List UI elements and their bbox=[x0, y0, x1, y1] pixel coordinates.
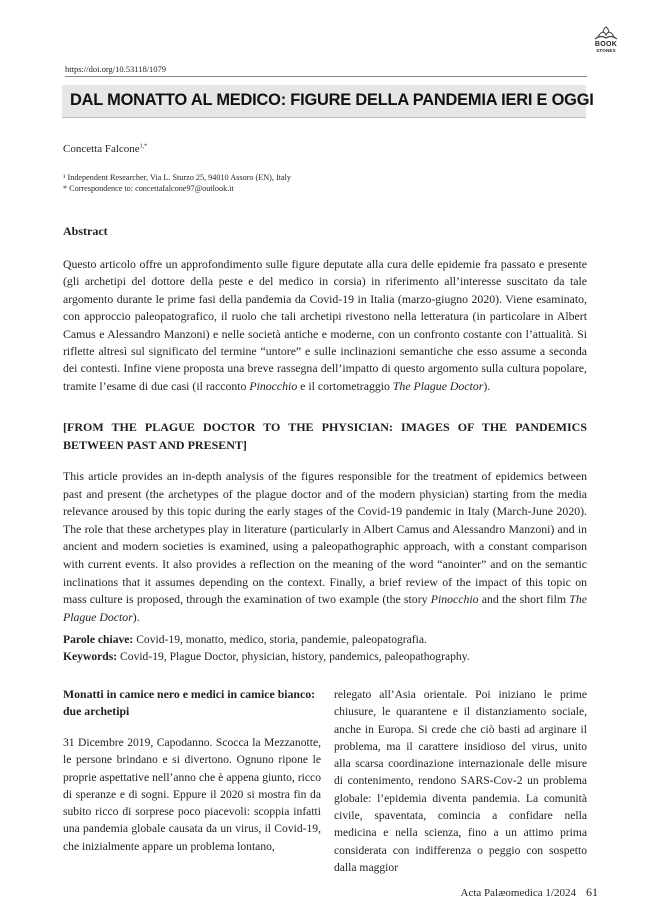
author bbox=[63, 143, 147, 155]
english-title: [FROM THE PLAGUE DOCTOR TO THE PHYSICIAN: IMAGES OF THE PANDEMICS BETWEEN PAST AND PRESENT] bbox=[63, 420, 587, 452]
journal-name: Acta Palæomedica 1/2024 bbox=[460, 887, 576, 899]
abstract-heading: Abstract bbox=[63, 224, 108, 238]
keywords-en bbox=[63, 648, 587, 665]
abstract-text bbox=[63, 256, 587, 395]
keywords-it bbox=[63, 631, 587, 648]
page-footer bbox=[461, 885, 598, 900]
abstract-mid: e il cortometraggio bbox=[297, 378, 393, 393]
abstract-body: Questo articolo offre un approfondimento sulle figure deputate alla cura delle epidemie fra passato e presente (gli archetipi del dottore della peste e del medico in corsia) in riferimento all’interesse suscitato da tale argomento durante le prime fasi della pandemia da Covid-19 in Italia (marzo-giugno 2020). Viene esaminato, con approccio paleopatografico, il ruolo che tali archetipi rivestono nella letteratura (in particolare in Albert Camus e Alessandro Manzoni) e nelle società antiche e moderne, con un confronto costante con l’attualità. Si riflette altresì sul significato del termine “untore” e sulle inclinazioni semantiche che esso assume a seconda dei contesti. Infine viene proposta una breve rassegna dell’impatto di questo argomento sulla cultura popolare, tramite l’esame di due casi (il racconto bbox=[63, 257, 587, 393]
left-column-text: 31 Dicembre 2019, Capodanno. Scocca la Mezzanotte, le persone brindano e si divertono. Ognuno ripone le proprie aspettative nell’anno che è appena giunto, ricco di speranze e di sogni. Eppure il 2020 si mostra fin da subito ricco di sorprese poco piacevoli: scoppia infatti una pandemia globale causata da un virus, il Covid-19, che inizialmente appare un problema lontano, bbox=[63, 736, 321, 853]
doi-link[interactable]: https://doi.org/10.53118/1079 bbox=[65, 64, 587, 77]
english-abstract bbox=[63, 468, 587, 626]
book-icon bbox=[593, 26, 619, 41]
paper-title: DAL MONATTO AL MEDICO: FIGURE DELLA PANDEMIA IERI E OGGI bbox=[70, 91, 594, 109]
logo-subtext: STONES bbox=[596, 48, 616, 53]
abstract-end: ). bbox=[483, 378, 491, 393]
keywords-it-value: Covid-19, monatto, medico, storia, pandemie, paleopatografia. bbox=[133, 633, 427, 646]
english-work-2: The Plague Doctor bbox=[63, 592, 587, 624]
author-marks: 1,* bbox=[139, 143, 148, 150]
english-body: This article provides an in-depth analysis of the figures responsible for the treatment of epidemics between past and present (the archetypes of the plague doctor and of the modern physician) starting from the media relevance aroused by this topic during the early stages of the Covid-19 pandemic in Italy (March-June 2020). The role that these archetypes play in literature (particularly in Albert Camus and Alessandro Manzoni) and in ancient and modern societies is examined, using a paleopathographic approach, with a constant comparison with current events. It also provides a reflection on the meaning of the word “anointer” and on the semantic inclinations that it assumes depending on the context. Finally, a brief review of the impact of this topic on mass culture is proposed, through the examination of two example (the story bbox=[63, 469, 587, 607]
keywords-en-value: Covid-19, Plague Doctor, physician, history, pandemics, paleopathography. bbox=[117, 650, 470, 663]
page-number: 61 bbox=[586, 885, 598, 899]
english-work-1: Pinocchio bbox=[430, 592, 479, 607]
keywords-it-label: Parole chiave: bbox=[63, 633, 134, 646]
title-bar bbox=[62, 85, 594, 118]
abstract-work-1: Pinocchio bbox=[249, 378, 298, 393]
keywords-en-label: Keywords: bbox=[63, 650, 118, 663]
correspondence: * Correspondence to: concettafalcone97@outlook.it bbox=[63, 184, 234, 193]
author-name: Concetta Falcone bbox=[63, 143, 140, 155]
publisher-logo bbox=[590, 26, 622, 53]
abstract-work-2: The Plague Doctor bbox=[392, 378, 484, 393]
english-end: ). bbox=[132, 609, 140, 624]
english-mid: and the short film bbox=[478, 592, 570, 607]
logo-text: BOOK bbox=[594, 41, 618, 48]
section-heading: Monatti in camice nero e medici in camice bianco: due archetipi bbox=[63, 687, 316, 718]
affiliation: ¹ Independent Researcher, Via L. Sturzo 25, 94010 Assoro (EN), Italy bbox=[63, 173, 291, 182]
right-column-text: relegato all’Asia orientale. Poi iniziano le prime chiusure, le quarantene e il distanziamento sociale, anche in Europa. Si crede che ciò basti ad arginare il problema, ma il carattere insidioso del virus, unito alla scarsa coordinazione internazionale delle misure di contenimento, rendono SARS-Cov-2 un problema globale: l’epidemia diventa pandemia. La comunità civile, spaventata, comincia a confidare nella medicina e nella scienza, fino a un attimo prima considerata con indifferenza o peggio con sospetto dalla maggior bbox=[334, 688, 587, 874]
